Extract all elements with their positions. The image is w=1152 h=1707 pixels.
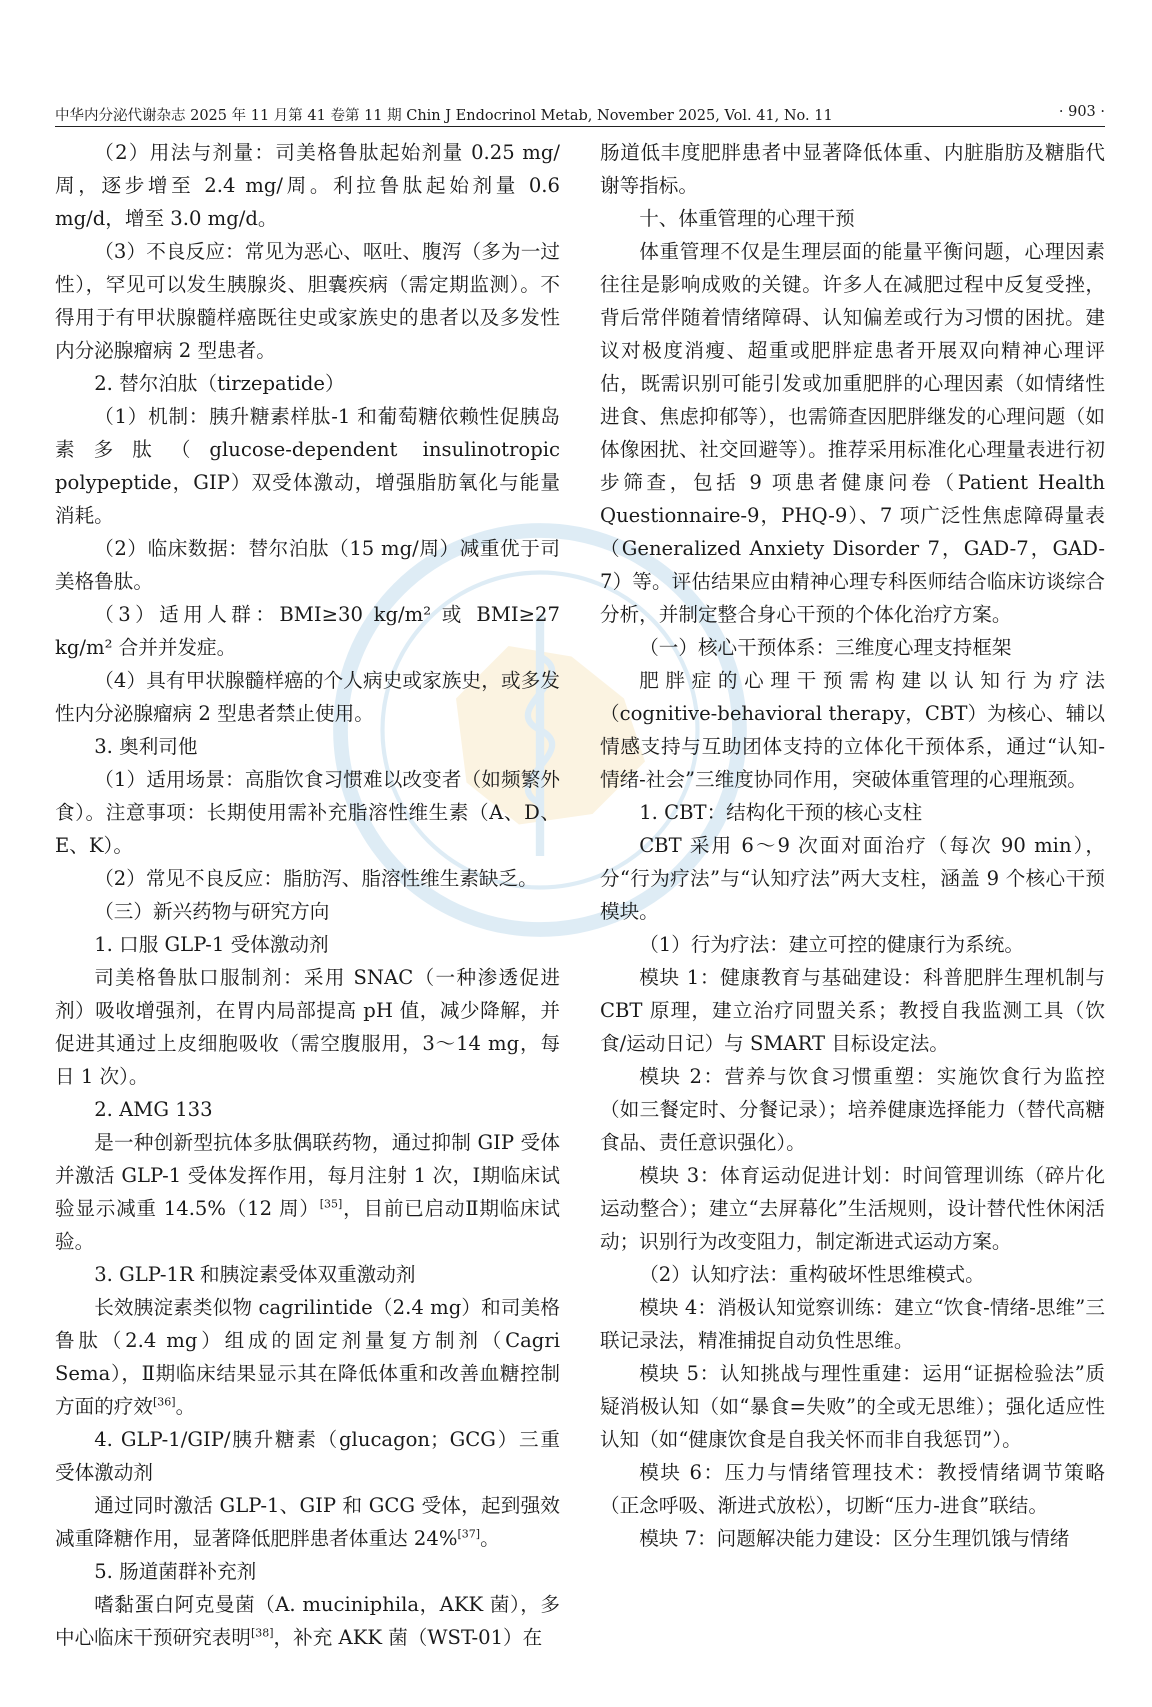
paragraph-text: （1）机制：胰升糖素样肽-1 和葡萄糖依赖性促胰岛素多肽（glucose-dependent insulinotropic polypeptide，GIP）双受体激动，增强脂肪氧化与能量消耗。 bbox=[55, 405, 560, 527]
header-divider bbox=[55, 126, 1105, 127]
paragraph-text: 2. 替尔泊肽（tirzepatide） bbox=[94, 372, 345, 395]
paragraph-text: ，补充 AKK 菌（WST-01）在 bbox=[273, 1626, 543, 1649]
journal-citation: 中华内分泌代谢杂志 2025 年 11 月第 41 卷第 11 期 Chin J Endocrinol Metab, November 2025, Vol. 41, No. 11 bbox=[55, 108, 833, 124]
paragraph bbox=[55, 1258, 560, 1291]
paragraph-text: 模块 2：营养与饮食习惯重塑：实施饮食行为监控（如三餐定时、分餐记录）；培养健康选择能力（替代高糖食品、责任意识强化）。 bbox=[600, 1065, 1105, 1154]
paragraph-text: 1. CBT：结构化干预的核心支柱 bbox=[639, 801, 923, 824]
paragraph-text: 是一种创新型抗体多肽偶联药物，通过抑制 GIP 受体并激活 GLP-1 受体发挥作用，每月注射 1 次，Ⅰ期临床试验显示减重 14.5%（12 周） bbox=[55, 1131, 560, 1220]
paragraph bbox=[55, 763, 560, 862]
paragraph-text: 嗜黏蛋白阿克曼菌（A. muciniphila，AKK 菌），多中心临床干预研究表明 bbox=[55, 1593, 560, 1649]
paragraph-text: 3. 奥利司他 bbox=[94, 735, 198, 758]
paragraph-text: 。 bbox=[480, 1527, 500, 1550]
paragraph bbox=[55, 1588, 560, 1654]
paragraph-text: 十、体重管理的心理干预 bbox=[639, 207, 855, 230]
paragraph bbox=[55, 1555, 560, 1588]
citation-ref: [35] bbox=[319, 1197, 343, 1211]
paragraph bbox=[600, 202, 1105, 235]
paragraph-text: 5. 肠道菌群补充剂 bbox=[94, 1560, 257, 1583]
paragraph bbox=[600, 1159, 1105, 1258]
paragraph-text: 模块 5：认知挑战与理性重建：运用“证据检验法”质疑消极认知（如“暴食=失败”的全或无思维）；强化适应性认知（如“健康饮食是自我关怀而非自我惩罚”）。 bbox=[600, 1362, 1105, 1451]
paragraph-text: 模块 4：消极认知觉察训练：建立“饮食-情绪-思维”三联记录法，精准捕捉自动负性思维。 bbox=[600, 1296, 1105, 1352]
paragraph bbox=[55, 1423, 560, 1489]
paragraph bbox=[55, 598, 560, 664]
paragraph bbox=[55, 895, 560, 928]
paragraph-text: 4. GLP-1/GIP/胰升糖素（glucagon；GCG）三重受体激动剂 bbox=[55, 1428, 560, 1484]
paragraph-text: 肥胖症的心理干预需构建以认知行为疗法（cognitive-behavioral therapy，CBT）为核心、辅以情感支持与互助团体支持的立体化干预体系，通过“认知-情绪-社会”三维度协同作用，突破体重管理的心理瓶颈。 bbox=[600, 669, 1105, 791]
paragraph bbox=[600, 664, 1105, 796]
paragraph-text: （3）适用人群：BMI≥30 kg/m² 或 BMI≥27 kg/m² 合并并发症。 bbox=[55, 603, 560, 659]
paragraph bbox=[55, 400, 560, 532]
left-column bbox=[55, 136, 560, 1654]
citation-ref: [36] bbox=[152, 1395, 176, 1409]
paragraph-text: 1. 口服 GLP-1 受体激动剂 bbox=[94, 933, 329, 956]
paragraph-text: （三）新兴药物与研究方向 bbox=[94, 900, 330, 923]
paragraph-text: （1）行为疗法：建立可控的健康行为系统。 bbox=[639, 933, 1024, 956]
paragraph-text: 司美格鲁肽口服制剂：采用 SNAC（一种渗透促进剂）吸收增强剂，在胃内局部提高 pH 值，减少降解，并促进其通过上皮细胞吸收（需空腹服用，3～14 mg，每日 1 次）。 bbox=[55, 966, 560, 1088]
paragraph bbox=[55, 136, 560, 235]
paragraph-text: （一）核心干预体系：三维度心理支持框架 bbox=[639, 636, 1012, 659]
page-number: · 903 · bbox=[1058, 104, 1105, 120]
paragraph-text: （2）认知疗法：重构破坏性思维模式。 bbox=[639, 1263, 985, 1286]
paragraph-text: 模块 6：压力与情绪管理技术：教授情绪调节策略（正念呼吸、渐进式放松），切断“压力-进食”联结。 bbox=[600, 1461, 1105, 1517]
paragraph bbox=[55, 730, 560, 763]
paragraph-text: 肠道低丰度肥胖患者中显著降低体重、内脏脂肪及糖脂代谢等指标。 bbox=[600, 141, 1105, 197]
paragraph-text: （2）常见不良反应：脂肪泻、脂溶性维生素缺乏。 bbox=[94, 867, 538, 890]
paragraph-text: （2）临床数据：替尔泊肽（15 mg/周）减重优于司美格鲁肽。 bbox=[55, 537, 560, 593]
paragraph bbox=[55, 664, 560, 730]
paragraph-text: 2. AMG 133 bbox=[94, 1098, 213, 1121]
paragraph bbox=[55, 862, 560, 895]
paragraph bbox=[55, 235, 560, 367]
paragraph bbox=[55, 367, 560, 400]
paragraph bbox=[600, 928, 1105, 961]
paragraph bbox=[600, 1522, 1105, 1555]
paragraph-text: （3）不良反应：常见为恶心、呕吐、腹泻（多为一过性），罕见可以发生胰腺炎、胆囊疾病（需定期监测）。不得用于有甲状腺髓样癌既往史或家族史的患者以及多发性内分泌腺瘤病 2 型患者。 bbox=[55, 240, 560, 362]
paragraph-text: （2）用法与剂量：司美格鲁肽起始剂量 0.25 mg/周，逐步增至 2.4 mg/周。利拉鲁肽起始剂量 0.6 mg/d，增至 3.0 mg/d。 bbox=[55, 141, 560, 230]
citation-ref: [38] bbox=[250, 1626, 274, 1640]
paragraph bbox=[55, 961, 560, 1093]
paragraph-text: 长效胰淀素类似物 cagrilintide（2.4 mg）和司美格鲁肽（2.4 mg）组成的固定剂量复方制剂（Cagri Sema），Ⅱ期临床结果显示其在降低体重和改善血糖控制方面的疗效 bbox=[55, 1296, 560, 1418]
paragraph-text: 模块 1：健康教育与基础建设：科普肥胖生理机制与 CBT 原理，建立治疗同盟关系；教授自我监测工具（饮食/运动日记）与 SMART 目标设定法。 bbox=[600, 966, 1105, 1055]
paragraph-text: 体重管理不仅是生理层面的能量平衡问题，心理因素往往是影响成败的关键。许多人在减肥过程中反复受挫，背后常伴随着情绪障碍、认知偏差或行为习惯的困扰。建议对极度消瘦、超重或肥胖症患者开展双向精神心理评估，既需识别可能引发或加重肥胖的心理因素（如情绪性进食、焦虑抑郁等），也需筛查因肥胖继发的心理问题（如体像困扰、社交回避等）。推荐采用标准化心理量表进行初步筛查，包括 9 项患者健康问卷（Patient Health Questionnaire-9，PHQ-9）、7 项广泛性焦虑障碍量表（Generalized Anxiety Disorder 7，GAD-7，GAD-7）等。评估结果应由精神心理专科医师结合临床访谈综合分析，并制定整合身心干预的个体化治疗方案。 bbox=[600, 240, 1105, 626]
paragraph bbox=[55, 1126, 560, 1258]
paragraph-text: （1）适用场景：高脂饮食习惯难以改变者（如频繁外食）。注意事项：长期使用需补充脂溶性维生素（A、D、E、K）。 bbox=[55, 768, 560, 857]
citation-ref: [37] bbox=[457, 1527, 481, 1541]
running-header bbox=[55, 104, 1105, 124]
paragraph bbox=[55, 1291, 560, 1423]
paragraph-text: 通过同时激活 GLP-1、GIP 和 GCG 受体，起到强效减重降糖作用，显著降低肥胖患者体重达 24% bbox=[55, 1494, 560, 1550]
paragraph bbox=[600, 1060, 1105, 1159]
paragraph bbox=[600, 235, 1105, 631]
paragraph-text: 3. GLP-1R 和胰淀素受体双重激动剂 bbox=[94, 1263, 416, 1286]
paragraph bbox=[55, 928, 560, 961]
paragraph-text: ，目前已启动Ⅱ期临床试验。 bbox=[55, 1197, 560, 1253]
paragraph bbox=[600, 1291, 1105, 1357]
paragraph bbox=[600, 796, 1105, 829]
paragraph-text: 模块 7：问题解决能力建设：区分生理饥饿与情绪 bbox=[639, 1527, 1070, 1550]
paragraph-text: 。 bbox=[175, 1395, 196, 1418]
paragraph bbox=[55, 1093, 560, 1126]
paragraph bbox=[600, 1258, 1105, 1291]
paragraph-text: （4）具有甲状腺髓样癌的个人病史或家族史，或多发性内分泌腺瘤病 2 型患者禁止使用。 bbox=[55, 669, 560, 725]
paragraph bbox=[55, 532, 560, 598]
paragraph bbox=[55, 1489, 560, 1555]
paragraph-text: 模块 3：体育运动促进计划：时间管理训练（碎片化运动整合）；建立“去屏幕化”生活规则，设计替代性休闲活动；识别行为改变阻力，制定渐进式运动方案。 bbox=[600, 1164, 1105, 1253]
paragraph bbox=[600, 961, 1105, 1060]
paragraph-text: CBT 采用 6～9 次面对面治疗（每次 90 min），分“行为疗法”与“认知疗法”两大支柱，涵盖 9 个核心干预模块。 bbox=[600, 834, 1105, 923]
paragraph bbox=[600, 136, 1105, 202]
paragraph bbox=[600, 631, 1105, 664]
paragraph bbox=[600, 1456, 1105, 1522]
paragraph bbox=[600, 829, 1105, 928]
right-column bbox=[600, 136, 1105, 1555]
paragraph bbox=[600, 1357, 1105, 1456]
